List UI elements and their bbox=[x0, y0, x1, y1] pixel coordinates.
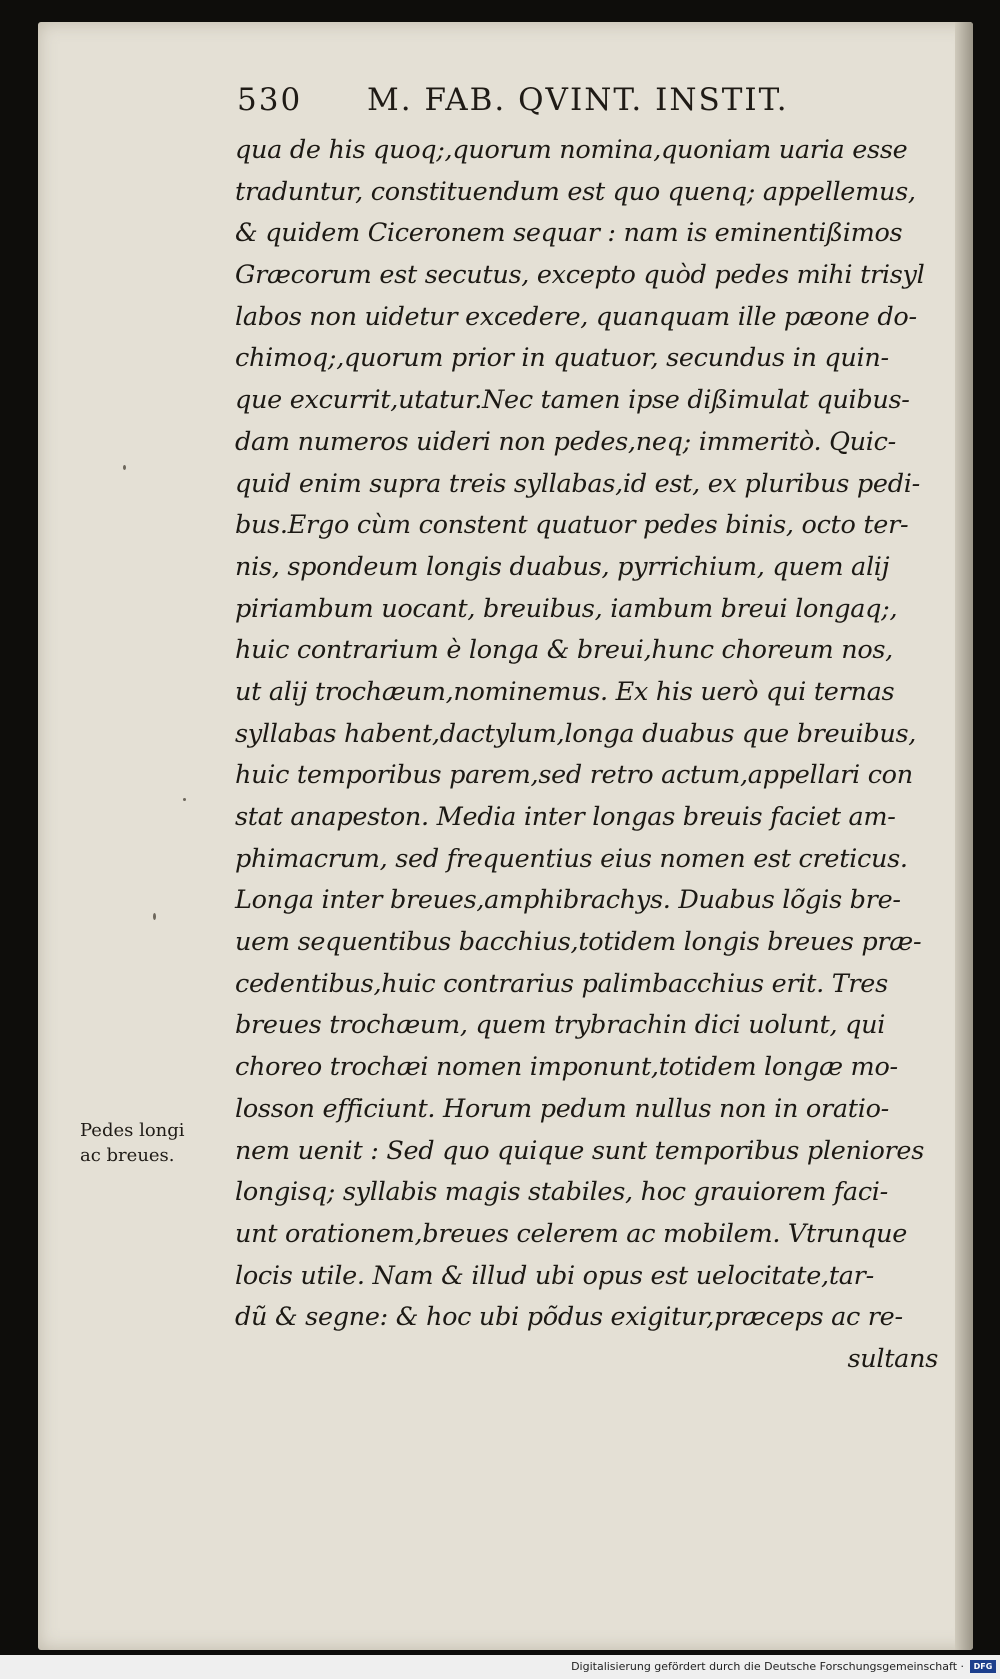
text-line: huic temporibus parem,sed retro actum,appellari con bbox=[235, 760, 913, 791]
body-text bbox=[235, 130, 980, 1381]
text-line: choreo trochæi nomen imponunt,totidem longæ mo- bbox=[235, 1052, 898, 1083]
text-line: breues trochæum, quem trybrachin dici uolunt, qui bbox=[235, 1010, 886, 1041]
running-title: M. FAB. QVINT. INSTIT. bbox=[367, 82, 789, 118]
text-line: Longa inter breues,amphibrachys. Duabus lõgis bre- bbox=[235, 885, 901, 916]
text-line: traduntur, constituendum est quo quenq; appellemus, bbox=[235, 176, 916, 207]
text-line: ut alij trochæum,nominemus. Ex his uerò qui ternas bbox=[235, 676, 895, 707]
marginal-note-line: Pedes longi bbox=[80, 1120, 185, 1141]
ink-speck bbox=[153, 913, 156, 920]
text-line: que excurrit,utatur.Nec tamen ipse dißimulat quibus- bbox=[235, 385, 910, 416]
text-line: stat anapeston. Media inter longas breuis faciet am- bbox=[235, 802, 896, 832]
text-line: Græcorum est secutus, excepto quòd pedes mihi trisyl bbox=[235, 260, 925, 291]
text-line: dam numeros uideri non pedes,neq; immeritò. Quic- bbox=[235, 426, 896, 457]
text-line: longisq; syllabis magis stabiles, hoc grauiorem faci- bbox=[235, 1177, 888, 1208]
text-line: labos non uidetur excedere, quanquam ille pæone do- bbox=[235, 301, 917, 332]
text-line: dũ & segne: & hoc ubi põdus exigitur,præceps ac re- bbox=[235, 1302, 903, 1333]
running-header bbox=[237, 82, 877, 128]
text-line: losson efficiunt. Horum pedum nullus non in oratio- bbox=[235, 1093, 889, 1124]
text-line: sultans bbox=[847, 1343, 938, 1374]
text-line: uem sequentibus bacchius,totidem longis breues præ- bbox=[235, 927, 922, 958]
footer-credit: Digitalisierung gefördert durch die Deutsche Forschungsgemeinschaft · bbox=[571, 1660, 964, 1673]
marginal-note-line: ac breues. bbox=[80, 1145, 175, 1166]
text-line: syllabas habent,dactylum,longa duabus que breuibus, bbox=[235, 718, 917, 749]
text-line: locis utile. Nam & illud ubi opus est uelocitate,tar- bbox=[235, 1260, 874, 1291]
text-line: qua de his quoq;,quorum nomina,quoniam uaria esse bbox=[235, 135, 908, 165]
digitization-footer bbox=[0, 1655, 1000, 1679]
page-number: 530 bbox=[237, 82, 303, 118]
text-line: quid enim supra treis syllabas,id est, ex pluribus pedi- bbox=[235, 468, 920, 499]
ink-speck bbox=[183, 798, 186, 801]
text-line: unt orationem,breues celerem ac mobilem. Vtrunque bbox=[235, 1218, 908, 1249]
text-line: piriambum uocant, breuibus, iambum breui longaq;, bbox=[235, 593, 898, 624]
text-line: huic contrarium è longa & breui,hunc choreum nos, bbox=[235, 635, 893, 666]
marginal-note bbox=[80, 1118, 230, 1168]
text-line: bus.Ergo cùm constent quatuor pedes binis, octo ter- bbox=[235, 510, 909, 541]
ink-speck bbox=[123, 465, 126, 470]
dfg-logo-badge: DFG bbox=[970, 1660, 996, 1673]
text-line: chimoq;,quorum prior in quatuor, secundus in quin- bbox=[235, 343, 889, 374]
text-line: cedentibus,huic contrarius palimbacchius erit. Tres bbox=[235, 968, 888, 999]
text-line: & quidem Ciceronem sequar : nam is eminentißimos bbox=[235, 218, 903, 249]
text-line: nem uenit : Sed quo quique sunt temporibus pleniores bbox=[235, 1135, 925, 1166]
text-line: nis, spondeum longis duabus, pyrrichium, quem alij bbox=[235, 551, 890, 582]
text-line: phimacrum, sed frequentius eius nomen est creticus. bbox=[235, 843, 908, 874]
